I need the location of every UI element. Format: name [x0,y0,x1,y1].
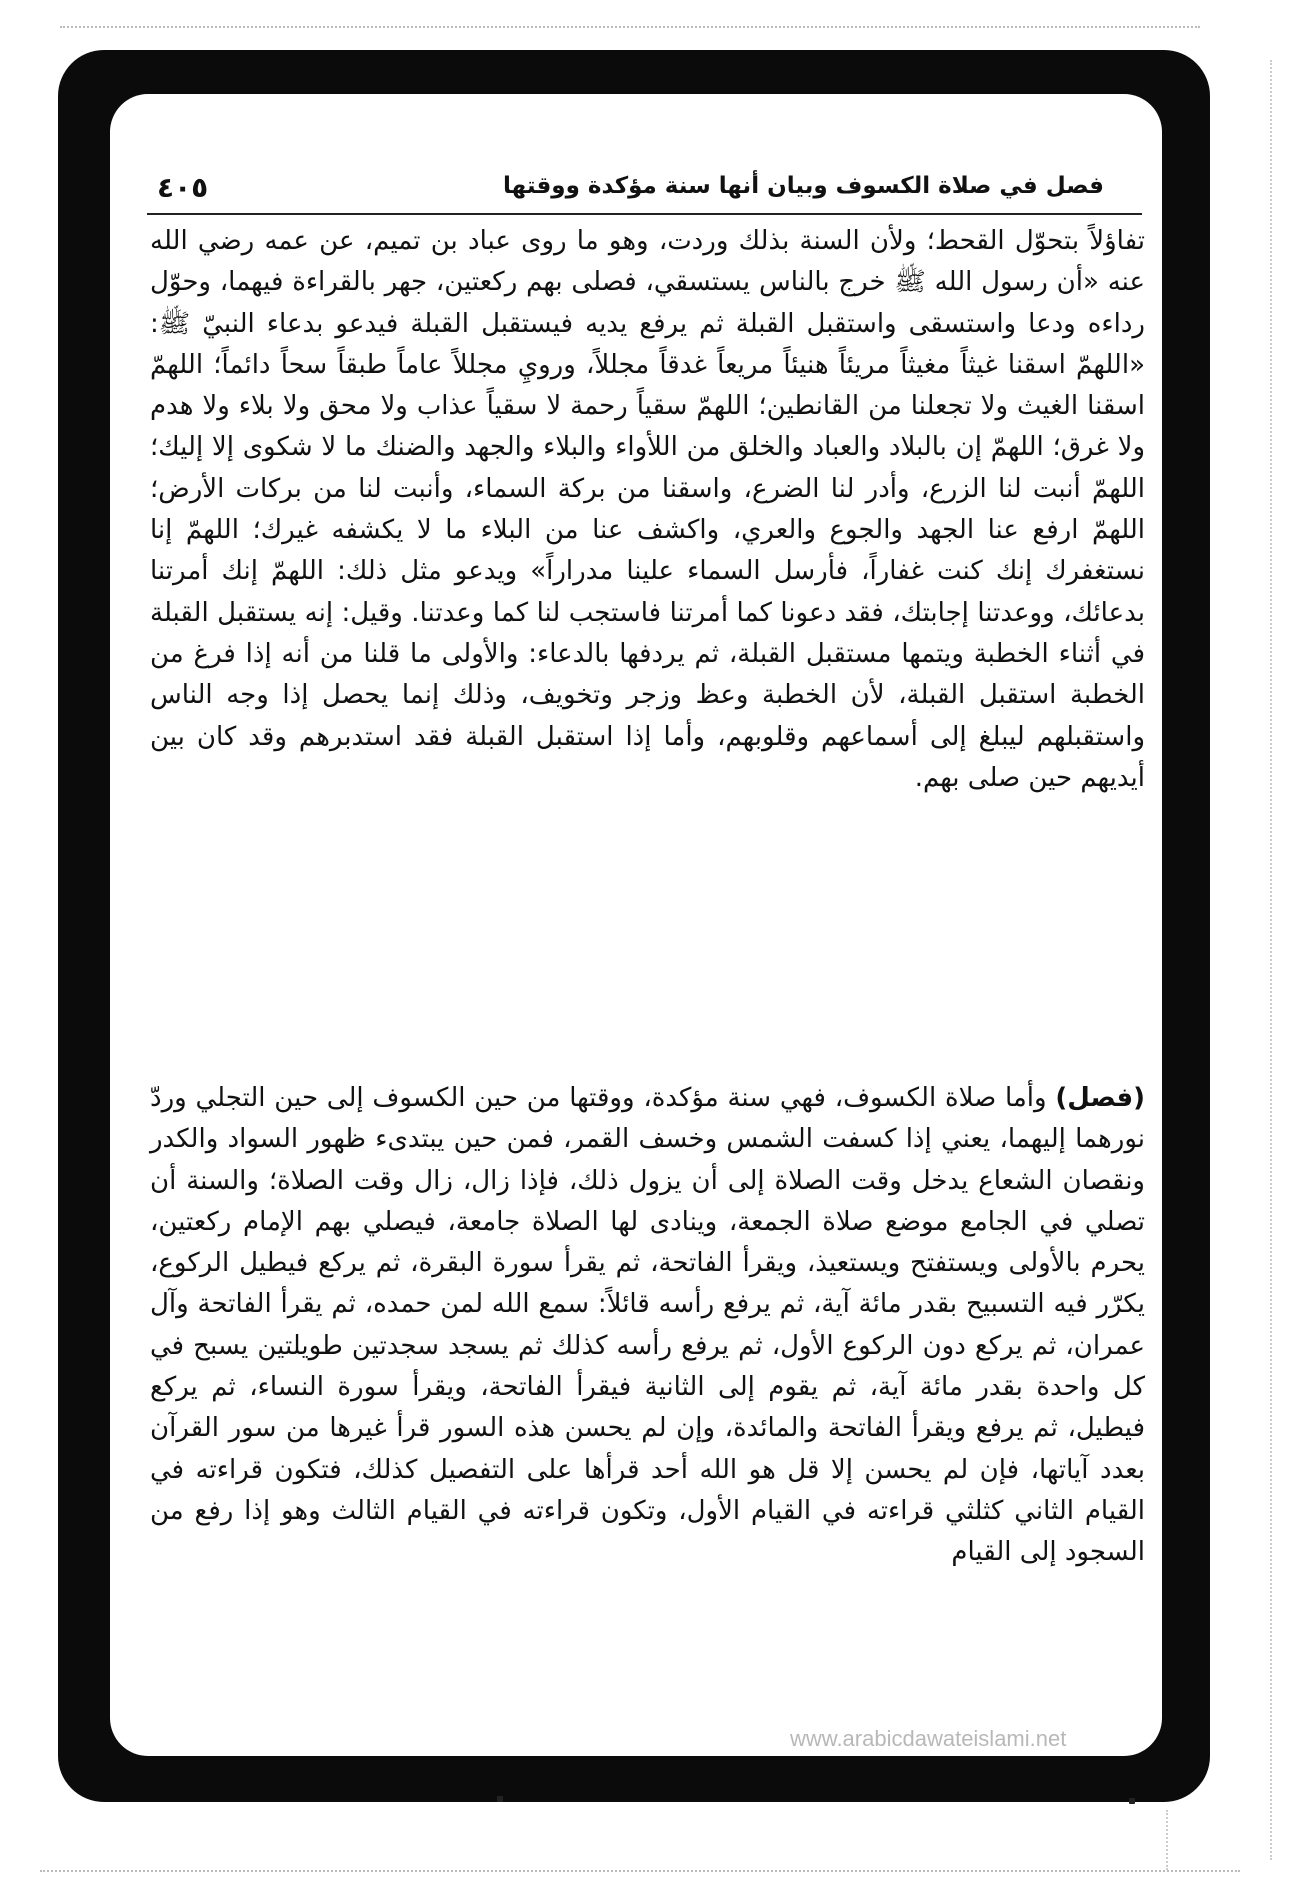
scan-dot [1129,1798,1135,1804]
page-number: ٤٠٥ [157,171,209,204]
paragraph-text: تفاؤلاً بتحوّل القحط؛ ولأن السنة بذلك وردت، وهو ما روى عباد بن تميم، عن عمه رضي الله عنه «أن رسول الله ﷺ خرج بالناس يستسقي، فصلى بهم ركعتين، جهر بالقراءة فيهما، وحوّل رداءه ودعا واستسقى واستقبل القبلة ثم يرفع يديه فيستقبل القبلة فيدعو بدعاء النبيّ ﷺ: «اللهمّ اسقنا غيثاً مغيثاً مريئاً هنيئاً مريعاً غدقاً مجللاً، ورويِ مجللاً عاماً طبقاً سحاً دائماً؛ اللهمّ اسقنا الغيث ولا تجعلنا من القانطين؛ اللهمّ سقياً رحمة لا سقياً عذاب ولا محق ولا بلاء ولا هدم ولا غرق؛ اللهمّ إن بالبلاد والعباد والخلق من اللأواء والبلاء والجهد والضنك ما لا شكوى إلا إليك؛ اللهمّ أنبت لنا الزرع، وأدر لنا الضرع، واسقنا من بركة السماء، وأنبت لنا من بركات الأرض؛ اللهمّ ارفع عنا الجهد والجوع والعري، واكشف عنا من البلاء ما لا يكشفه غيرك؛ اللهمّ إنا نستغفرك إنك كنت غفاراً، فأرسل السماء علينا مدراراً» ويدعو مثل ذلك: اللهمّ إنك أمرتنا بدعائك، ووعدتنا إجابتك، فقد دعونا كما أمرتنا فاستجب لنا كما وعدتنا. وقيل: إنه يستقبل القبلة في أثناء الخطبة ويتمها مستقبل القبلة، ثم يردفها بالدعاء: والأولى ما قلنا من أنه إذا فرغ من الخطبة استقبل القبلة، لأن الخطبة وعظ وزجر وتخويف، وذلك إنما يحصل إذا وجه الناس واستقبلهم ليبلغ إلى أسماعهم وقلوبهم، وأما إذا استقبل القبلة فقد استدبرهم وقد كان بين أيديهم حين صلى بهم. [150,226,1145,793]
running-head: فصل في صلاة الكسوف وبيان أنها سنة مؤكدة ووقتها [503,173,1104,199]
paragraph-istisqa [150,221,1145,799]
scan-dot [497,1796,503,1802]
page-header [147,163,1142,215]
section-lead: (فصل) [1055,1083,1145,1113]
watermark: www.arabicdawateislami.net [790,1726,1067,1751]
paragraph-text [150,1078,1145,1574]
section-body: وأما صلاة الكسوف، فهي سنة مؤكدة، ووقتها من حين الكسوف إلى حين التجلي وردّ نورهما إليهما، يعني إذا كسفت الشمس وخسف القمر، فمن حين يبتدىء ظهور السواد والكدر ونقصان الشعاع يدخل وقت الصلاة إلى أن يزول ذلك، فإذا زال، زال وقت الصلاة؛ والسنة أن تصلي في الجامع موضع صلاة الجمعة، وينادى لها الصلاة جامعة، فيصلي بهم الإمام ركعتين، يحرم بالأولى ويستفتح ويستعيذ، ويقرأ الفاتحة، ثم يقرأ سورة البقرة، ثم يركع فيطيل الركوع، يكرّر فيه التسبيح بقدر مائة آية، ثم يرفع رأسه قائلاً: سمع الله لمن حمده، ثم يقرأ الفاتحة وآل عمران، ثم يركع دون الركوع الأول، ثم يرفع رأسه كذلك ثم يسجد سجدتين طويلتين يسبح في كل واحدة بقدر مائة آية، ثم يقوم إلى الثانية فيقرأ الفاتحة، ويقرأ سورة النساء، ثم يركع فيطيل، ثم يرفع ويقرأ الفاتحة والمائدة، وإن لم يحسن هذه السور قرأ غيرها من سور القرآن بعدد آياتها، فإن لم يحسن إلا قل هو الله أحد قرأها على التفصيل كذلك، فتكون قراءته في القيام الثاني كثلثي قراءته في القيام الأول، وتكون قراءته في القيام الثالث وهو إذا رفع من السجود إلى القيام [150,1083,1145,1568]
paragraph-kusuf [150,1078,1145,1574]
